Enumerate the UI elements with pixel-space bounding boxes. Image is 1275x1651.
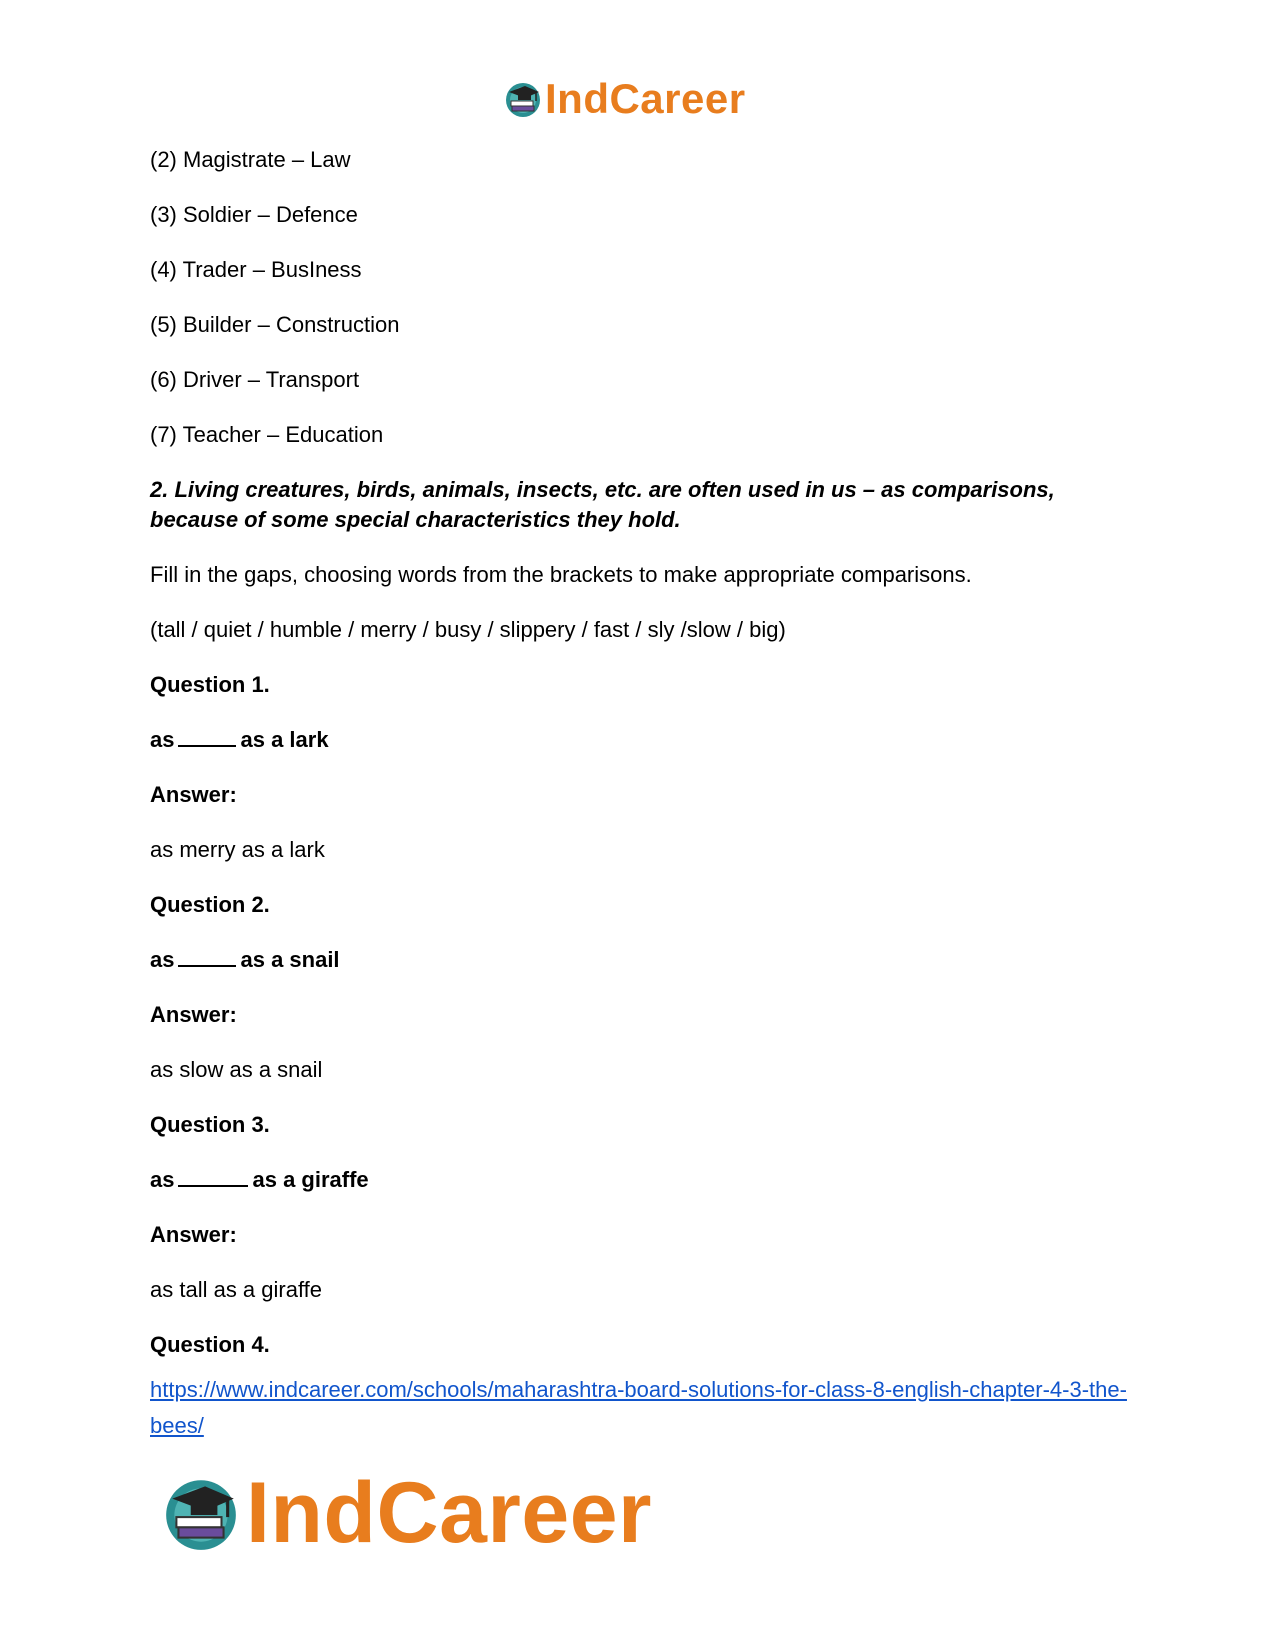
fill-blank <box>178 725 236 747</box>
answer-label: Answer: <box>150 1222 237 1247</box>
answer-label: Answer: <box>150 782 237 807</box>
brand-logo-text: IndCareer <box>246 1465 652 1561</box>
question-label: Question 3. <box>150 1112 270 1137</box>
question-prompt <box>150 725 1135 755</box>
answer-label: Answer: <box>150 1002 237 1027</box>
word-bank: (tall / quiet / humble / merry / busy / slippery / fast / sly /slow / big) <box>150 617 786 642</box>
list-item: (7) Teacher – Education <box>150 422 384 447</box>
prompt-end: as a giraffe <box>252 1167 369 1192</box>
source-link[interactable]: https://www.indcareer.com/schools/maharashtra-board-solutions-for-class-8-english-chapter-4-3-the-bees/ <box>150 1377 1127 1438</box>
question-label: Question 4. <box>150 1332 270 1357</box>
instruction-text: Fill in the gaps, choosing words from the brackets to make appropriate comparisons. <box>150 562 972 587</box>
graduation-cap-book-globe-icon <box>503 79 543 119</box>
question-label: Question 1. <box>150 672 270 697</box>
fill-blank <box>178 1165 248 1187</box>
footer-logo <box>160 1465 652 1561</box>
prompt-end: as a snail <box>240 947 340 972</box>
prompt-start: as <box>150 727 175 752</box>
answer-text: as merry as a lark <box>150 837 325 862</box>
brand-logo-text: IndCareer <box>545 75 746 122</box>
header-logo <box>503 75 746 122</box>
prompt-start: as <box>150 947 175 972</box>
question-prompt <box>150 1165 1135 1195</box>
prompt-start: as <box>150 1167 175 1192</box>
list-item: (3) Soldier – Defence <box>150 202 358 227</box>
list-item: (4) Trader – BusIness <box>150 257 362 282</box>
prompt-end: as a lark <box>240 727 329 752</box>
question-prompt <box>150 945 1135 975</box>
graduation-cap-book-globe-icon <box>160 1472 242 1554</box>
list-item: (2) Magistrate – Law <box>150 147 351 172</box>
fill-blank <box>178 945 236 967</box>
list-item: (5) Builder – Construction <box>150 312 400 337</box>
answer-text: as tall as a giraffe <box>150 1277 323 1302</box>
question-label: Question 2. <box>150 892 270 917</box>
answer-text: as slow as a snail <box>150 1057 323 1082</box>
list-item: (6) Driver – Transport <box>150 367 360 392</box>
section-heading: 2. Living creatures, birds, animals, insects, etc. are often used in us – as comparisons, because of some special characteristics they hold. <box>150 477 1055 532</box>
document-body <box>150 145 1135 1444</box>
